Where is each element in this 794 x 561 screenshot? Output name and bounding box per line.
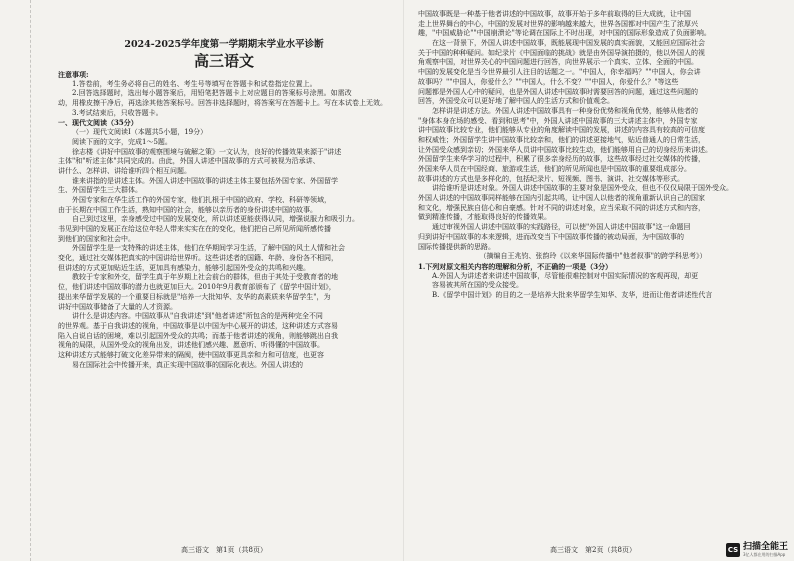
text-line: 中国的发展变化是当今世界最引人注目的话题之一。"中国人，你幸福吗？""中国人，你会讲 [418, 68, 701, 77]
text-line: 阅读下面的文字，完成1～5题。 [72, 137, 172, 146]
text-line: 怎样讲是讲述方法。外国人讲述中国故事具有一种身份优势和视角优势，能够从他者的 [432, 106, 698, 115]
text-line: 注意事项: [58, 70, 89, 79]
text-line: 趣，"中国威胁论""中国崩溃论"等论调在国际上不时出现，对中国的国际形象造成了负面影响。 [418, 29, 711, 38]
text-line: 1.答卷前，考生务必将自己的姓名、考生号等填写在答题卡和试卷指定位置上。 [72, 79, 317, 88]
text-line: 在这一背景下，外国人讲述中国故事，既能展现中国发展的真实面貌，又能回应国际社会 [432, 39, 705, 48]
text-line: 讲给谁听是讲述对象。外国人讲述中国故事的主要对象是国外受众，但也不仅仅局限于国外受众。 [432, 184, 733, 193]
text-line: 中国故事既是一种基于他者讲述的中国故事，故事开始于多年前取得的巨大成就，让中国 [418, 10, 691, 18]
text-line: 和权威性；外国留学生讲中国故事比较亲和，他们的讲述更接地气，贴近普通人的日常生活， [418, 135, 705, 144]
page-1-footer: 高三语文 第1页（共8页） [181, 546, 267, 554]
text-line: 徐志楼《讲好中国故事的观察围境与破解之策》一文认为，良好的传播效果来源于"讲述 [72, 147, 342, 156]
exam-title: 2024-2025学年度第一学期期末学业水平诊断 [124, 39, 324, 50]
text-line: 1.下列对原文相关内容的理解和分析，不正确的一项是（3分） [418, 261, 613, 271]
text-line: 关于中国的种种疑问。如纪录片《中国面临的挑战》就是由外国导演拍摄的，他以外国人的视 [418, 48, 705, 57]
text-line: 提出来华留学发展的一个重要目标就是"培养一大批知华、友华的高素质来华留学生"，为 [58, 292, 331, 301]
text-line: 问题都是外国人心中的疑问，也是外国人讲述中国故事时需要回答的问题，通过这些问题的 [418, 87, 698, 96]
text-line: 通过审视外国人讲述中国故事的实践路径，可以使"外国人讲述中国故事"这一命题回 [432, 223, 691, 232]
text-line: 主体"和"听述主体"共同完成的。由此，外国人讲述中国故事的方式可被视为沿承讲、 [58, 157, 320, 166]
text-line: 自己到过这里，亲身感受过中国的发展变化，所以讲述更能获得认同，增强说服力和吸引力。 [72, 215, 359, 224]
text-line: 一、现代文阅读（35分） [58, 118, 138, 128]
text-line: 由于长期在中国工作生活，熟知中国的社会，能够以亲历者的身份讲述中国的故事。 [58, 205, 317, 214]
page-2-footer: 高三语文 第2页（共8页） [550, 546, 636, 554]
text-line: 易在国际社会中传播开来，真正实现中国故事的国际化表达。外国人讲述的 [72, 360, 303, 369]
scanner-watermark [726, 542, 788, 557]
text-line: 但讲述的方式更加贴近生活，更加具有感染力，能够引起国外受众的共鸣和兴趣。 [58, 263, 310, 272]
text-line: 国际传播提供新的思路。 [418, 242, 495, 251]
text-line: 做到精准传播，才能取得良好的传播效果。 [418, 213, 551, 222]
page-1 [58, 10, 390, 540]
text-line: 故事吗？""中国人，你爱什么？""中国人，什么不变？""中国人，你爱什么？"等这些 [418, 77, 679, 86]
text-line: 书见到中国的发展正在给这位年轻人带来实实在在的变化，他们把自己所见所闻所感传播 [58, 225, 331, 233]
text-line: 陷入自说自话的困境，难以引起国外受众的共鸣；而基于他者讲述的视角，则能够跳出自我 [58, 331, 338, 340]
subject-title: 高三语文 [193, 52, 254, 70]
text-line: 谁来讲指的是讲述主体。外国人讲述中国故事的讲述主体主要包括外国专家、外国留学 [72, 176, 338, 185]
text-line: 3.考试结束后，只收答题卡。 [72, 108, 163, 117]
text-line: 讲中国故事比较专业，他们能够从专业的角度解读中国的发展，讲述的内容具有较高的可信度 [418, 126, 705, 135]
text-line: 生、外国留学生三大群体。 [58, 186, 142, 195]
text-line: 2.回答选择题时，选出每小题答案后，用铅笔把答题卡上对应题目的答案标号涂黑。如需改 [72, 89, 352, 98]
text-line: 外国专家和在华生活工作的外国专家，他们扎根于中国的政府、学校、科研等领域， [72, 195, 331, 204]
text-line: 的世界观。基于自我讲述的视角，中国故事是以中国为中心展开的讲述，这种讲述方式容易 [58, 321, 338, 330]
text-line: 讲什么是讲述内容。中国故事从"自我讲述"到"他者讲述"所包含的是两种完全不同 [72, 312, 323, 321]
page-2 [418, 10, 768, 540]
text-line: 变化，通过社交媒体把真实的中国讲给世界听。这些讲述者的国籍、年龄、身份各不相同， [58, 254, 338, 263]
text-line: A.外国人为讲述者来讲述中国故事，尽管能很难控制对中国实际情况的客观再现，却更 [432, 271, 699, 280]
text-line: 外国留学生是一支特殊的讲述主体，他们在华期间学习生活，了解中国的风土人情和社会 [72, 244, 345, 253]
text-line: 归到讲好中国故事的本来逻辑，进而改变当下中国故事传播的被动局面，为中国故事的 [418, 232, 684, 241]
text-line: 让外国受众感到亲切；外国来华人员讲中国故事比较生动，他们能够用自己的切身经历来讲述。 [418, 145, 712, 154]
camscanner-logo-icon: CS [726, 543, 740, 557]
text-line: 和文化，增强民族自信心和自豪感。针对不同的讲述对象，应当采取不同的讲述方式和内容， [418, 203, 705, 212]
text-line: 走上世界舞台的中心，中国的发展对世界的影响越来越大，世界各国都对中国产生了浓厚兴 [418, 19, 698, 28]
text-line: 到他们的国家和社会中。 [58, 234, 135, 243]
page-2-text [418, 10, 768, 301]
text-line: 教较于专家和外交，留学生真于年岁期上社会前台的群体，但由于其处于受教育者的地 [72, 273, 338, 282]
page-1-text [58, 70, 390, 370]
page-gutter [403, 0, 404, 561]
text-line: 外国来华人员在中国经商、旅游或生活，他们的所见所闻也是中国故事的重要组成部分。 [418, 165, 691, 173]
text-line: （摘编自王兆钧、张韵玲《以来华国际传播中"他者叙事"的跨学科思考》） [479, 252, 707, 261]
text-line: 回答，外国受众可以更好地了解中国人的生活方式和价值观念。 [418, 97, 614, 106]
text-line: （一）现代文阅读Ⅰ（本题共5小题，19分） [72, 128, 208, 137]
text-line: 讲什么、怎样讲、讲给谁听四个相互问题。 [58, 166, 191, 175]
text-line: 讲好中国故事储备了大量的人才资源。 [58, 302, 177, 311]
scanner-app-name: 扫描全能王 [742, 542, 788, 552]
text-line: 角观察中国，对世界关心的中国问题进行回答，向世界展示一个真实、立体、全面的中国。 [418, 58, 698, 67]
text-line: 这种讲述方式能够打破文化差异带来的隔阂，使中国故事更具亲和力和可信度，也更容 [58, 350, 324, 359]
text-line: 容易被其所在国的受众接受。 [432, 281, 523, 290]
text-line: "身体本身在场的感受、看到和思考"中，外国人讲述中国故事的三大讲述主体中，外国专家 [418, 116, 698, 125]
text-line: 位，他们讲述中国故事的潜力也就更加巨大。2010年9月教育部颁布了《留学中国计划》， [58, 283, 336, 292]
text-line: 外国人讲述的中国故事同样能够在国内引起共鸣，让中国人以他者的视角重新认识自己的国家 [418, 194, 705, 203]
text-line: 视角的局限，从国外受众的视角出发，讲述他们感兴趣、愿意听、听得懂的中国故事。 [58, 341, 324, 350]
scanner-tagline: 3亿人都在用的扫描App [742, 552, 786, 557]
text-line: 动，用橡皮擦干净后，再选涂其他答案标号。回答非选择题时，将答案写在答题卡上。写在本试卷上无效。 [58, 99, 387, 108]
binding-line [30, 0, 32, 561]
text-line: 外国留学生来华学习的过程中，积累了很多亲身经历的故事，这些故事经过社交媒体的传播， [418, 155, 705, 164]
text-line: 故事讲述的方式也是多样化的，包括纪录片、短视频、图书、演讲、社交媒体等形式。 [418, 174, 684, 183]
text-line: B.《留学中国计划》的目的之一是培养大批来华留学生知华、友华，进而让他者讲述性代言 [432, 290, 713, 299]
